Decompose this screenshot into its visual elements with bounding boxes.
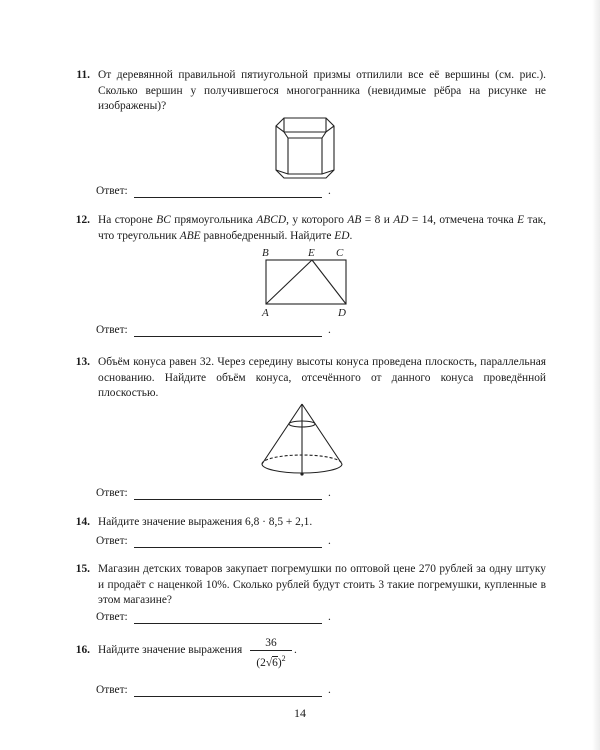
problem-text: На стороне BC прямоугольника ABCD, у которого AB = 8 и AD = 14, отмечена точка E так, что треугольник ABE равнобедренный. Найдите ED. [98,214,547,242]
answer-end-dot: . [328,185,331,197]
label-E: E [308,247,315,259]
answer-label: Ответ: [96,535,128,547]
sqrt-icon: √ [265,656,273,669]
problem-number: 11. [76,69,90,81]
prism-figure [270,112,340,184]
label-C: C [336,247,344,259]
answer-input-line[interactable] [134,547,322,548]
label-D: D [338,307,346,319]
answer-input-line[interactable] [134,623,322,624]
answer-label: Ответ: [96,324,128,336]
problem-text: Найдите значение выражения 6,8 · 8,5 + 2,1. [98,516,313,528]
answer-input-line[interactable] [134,336,322,337]
answer-end-dot: . [328,684,331,696]
answer-end-dot: . [328,324,331,336]
label-A: A [262,307,269,319]
answer-input-line[interactable] [134,499,322,500]
page-edge-shadow [592,0,600,750]
answer-end-dot: . [328,487,331,499]
problem-number: 16. [75,644,90,656]
problem-number: 13. [75,356,90,368]
problem-number: 15. [75,563,90,575]
expression-end-dot: . [294,644,297,656]
cone-figure [258,400,348,482]
answer-label: Ответ: [96,487,128,499]
fraction-expression [250,636,292,671]
fraction-numerator: 36 [250,636,292,651]
answer-label: Ответ: [96,611,128,623]
problem-number: 14. [75,516,90,528]
problem-text: Найдите значение выражения [98,644,243,656]
answer-end-dot: . [328,535,331,547]
answer-label: Ответ: [96,185,128,197]
answer-input-line[interactable] [134,696,322,697]
problem-text: Магазин детских товаров закупает погремушки по оптовой цене 270 рублей за одну штуку и продаёт с наценкой 10%. Сколько рублей будут стоить 3 такие погремушки, купленные в этом магазине? [98,563,546,606]
page-number: 14 [294,706,306,720]
problem-text: От деревянной правильной пятиугольной призмы отпилили все её вершины (см. рис.). Сколько вершин у получившегося многогранника (невидимые рёбра на рисунке не изображены)? [98,69,546,112]
fraction-denominator: $(2√6)^2$ [256,654,286,669]
label-B: B [262,247,269,259]
problem-number: 12. [75,214,90,226]
problem-text: Объём конуса равен 32. Через середину высоты конуса проведена плоскость, параллельная основанию. Найдите объём конуса, отсечённого от данного конуса проведённой плоскостью. [98,356,546,399]
answer-label: Ответ: [96,684,128,696]
answer-input-line[interactable] [134,197,322,198]
answer-end-dot: . [328,611,331,623]
rectangle-figure [258,246,358,318]
